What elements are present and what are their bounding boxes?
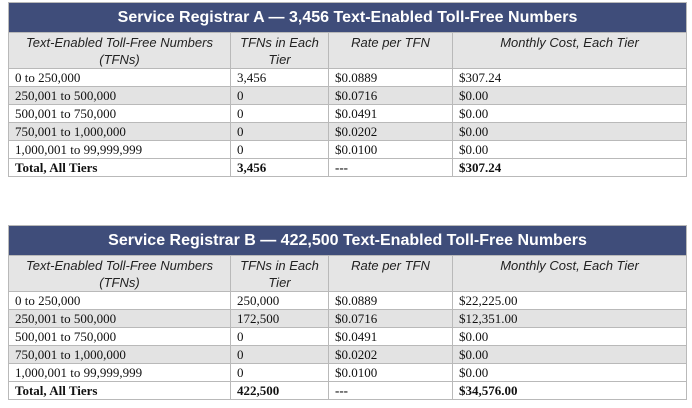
tier-cell: 750,001 to 1,000,000 (9, 123, 231, 141)
cost-cell: $0.00 (453, 123, 687, 141)
column-header-tier: Text-Enabled Toll-Free Numbers (TFNs) (9, 33, 231, 69)
total-cost: $34,576.00 (453, 382, 687, 400)
table-title: Service Registrar A — 3,456 Text-Enabled Toll-Free Numbers (9, 3, 687, 33)
total-row (9, 159, 687, 177)
column-header-cost: Monthly Cost, Each Tier (453, 256, 687, 292)
table-row (9, 87, 687, 105)
tier-cell: 1,000,001 to 99,999,999 (9, 141, 231, 159)
tier-cell: 250,001 to 500,000 (9, 87, 231, 105)
rate-cell: $0.0100 (329, 141, 453, 159)
table-row (9, 328, 687, 346)
rate-cell: $0.0202 (329, 346, 453, 364)
table-title: Service Registrar B — 422,500 Text-Enabled Toll-Free Numbers (9, 226, 687, 256)
count-cell: 0 (231, 328, 329, 346)
table-row (9, 123, 687, 141)
count-cell: 0 (231, 87, 329, 105)
tier-cell: 0 to 250,000 (9, 69, 231, 87)
cost-cell: $0.00 (453, 346, 687, 364)
total-cost: $307.24 (453, 159, 687, 177)
rate-cell: $0.0716 (329, 87, 453, 105)
count-cell: 0 (231, 346, 329, 364)
count-cell: 3,456 (231, 69, 329, 87)
column-header-count: TFNs in Each Tier (231, 256, 329, 292)
cost-cell: $0.00 (453, 87, 687, 105)
column-header-rate: Rate per TFN (329, 33, 453, 69)
rate-cell: $0.0202 (329, 123, 453, 141)
table-row (9, 141, 687, 159)
table-row (9, 105, 687, 123)
rate-cell: $0.0889 (329, 69, 453, 87)
rate-cell: $0.0100 (329, 364, 453, 382)
column-header-rate: Rate per TFN (329, 256, 453, 292)
cost-cell: $0.00 (453, 364, 687, 382)
count-cell: 0 (231, 123, 329, 141)
rate-cell: $0.0491 (329, 105, 453, 123)
cost-cell: $0.00 (453, 141, 687, 159)
table-row (9, 292, 687, 310)
registrar-a-table (8, 2, 687, 177)
column-header-cost: Monthly Cost, Each Tier (453, 33, 687, 69)
rate-cell: $0.0889 (329, 292, 453, 310)
count-cell: 0 (231, 141, 329, 159)
rate-cell: $0.0716 (329, 310, 453, 328)
total-count: 3,456 (231, 159, 329, 177)
registrar-b-table (8, 225, 687, 400)
total-label: Total, All Tiers (9, 159, 231, 177)
cost-cell: $307.24 (453, 69, 687, 87)
table-row (9, 346, 687, 364)
cost-cell: $0.00 (453, 105, 687, 123)
cost-cell: $0.00 (453, 328, 687, 346)
rate-cell: $0.0491 (329, 328, 453, 346)
total-count: 422,500 (231, 382, 329, 400)
tier-cell: 250,001 to 500,000 (9, 310, 231, 328)
count-cell: 250,000 (231, 292, 329, 310)
total-rate: --- (329, 382, 453, 400)
column-header-tier: Text-Enabled Toll-Free Numbers (TFNs) (9, 256, 231, 292)
tier-cell: 500,001 to 750,000 (9, 328, 231, 346)
column-header-count: TFNs in Each Tier (231, 33, 329, 69)
count-cell: 172,500 (231, 310, 329, 328)
tier-cell: 750,001 to 1,000,000 (9, 346, 231, 364)
cost-cell: $12,351.00 (453, 310, 687, 328)
total-rate: --- (329, 159, 453, 177)
count-cell: 0 (231, 364, 329, 382)
table-row (9, 364, 687, 382)
tier-cell: 1,000,001 to 99,999,999 (9, 364, 231, 382)
tier-cell: 0 to 250,000 (9, 292, 231, 310)
cost-cell: $22,225.00 (453, 292, 687, 310)
table-row (9, 69, 687, 87)
tier-cell: 500,001 to 750,000 (9, 105, 231, 123)
total-row (9, 382, 687, 400)
total-label: Total, All Tiers (9, 382, 231, 400)
count-cell: 0 (231, 105, 329, 123)
table-row (9, 310, 687, 328)
